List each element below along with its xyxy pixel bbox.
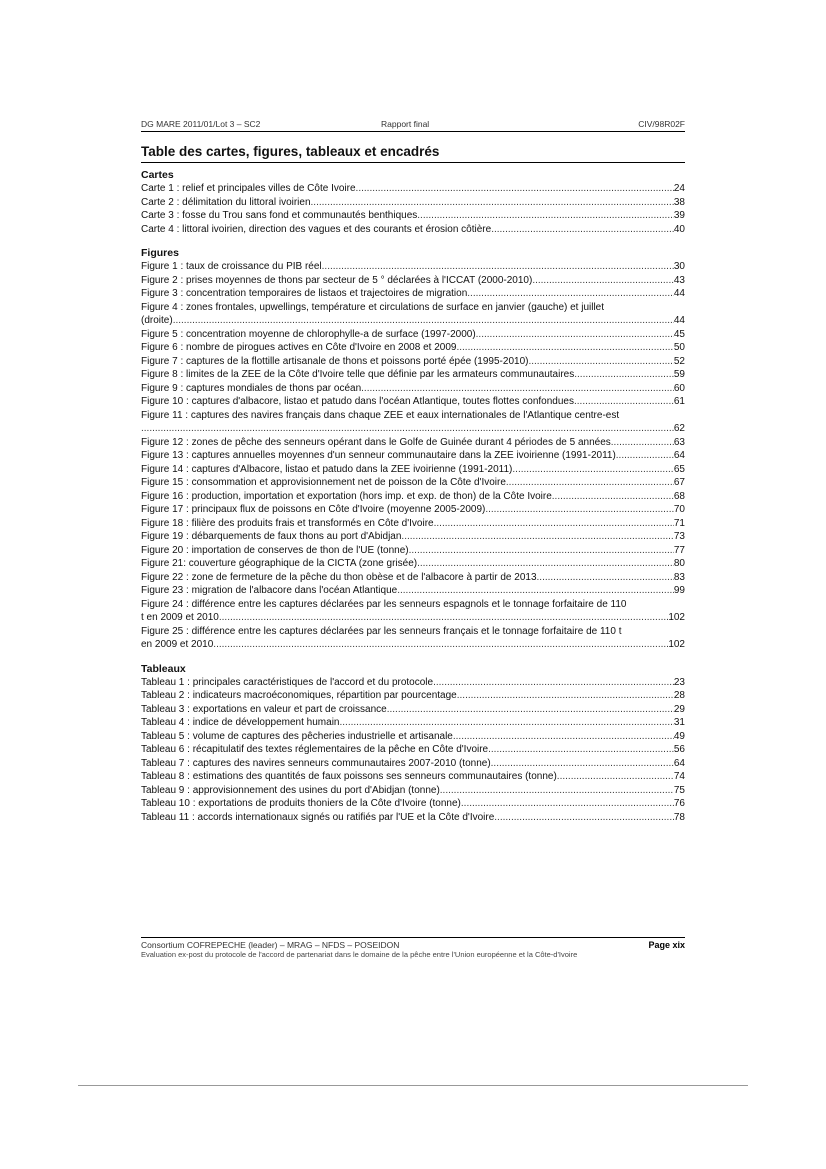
dot-leader: [457, 689, 674, 703]
toc-entry-page: 52: [673, 355, 685, 367]
toc-entry-title: Figure 5 : concentration moyenne de chlorophylle-a de surface (1997-2000): [141, 328, 476, 340]
toc-entry-page: 43: [673, 274, 685, 286]
toc-entry-title: Figure 7 : captures de la flottille artisanale de thons et poissons porté épée (1995-2010): [141, 355, 529, 367]
toc-entry[interactable]: [141, 784, 685, 798]
toc-entry-page: 50: [673, 342, 685, 353]
dot-leader: [173, 314, 674, 328]
dot-leader: [537, 571, 674, 585]
toc-entry-title-continued: t en 2009 et 2010: [141, 612, 219, 623]
toc-entry[interactable]: [141, 743, 685, 757]
dot-leader: [552, 490, 674, 504]
toc-entry-title: Figure 13 : captures annuelles moyennes d'un senneur communautaire dans la ZEE ivoirienne (1991-2011): [141, 450, 616, 461]
toc-entry[interactable]: [141, 355, 685, 369]
toc-entry-title: Figure 6 : nombre de pirogues actives en Côte d'Ivoire en 2008 et 2009: [141, 342, 457, 353]
dot-leader: [532, 274, 674, 288]
toc-entry-title: Figure 3 : concentration temporaires de listaos et trajectoires de migration: [141, 288, 468, 299]
toc-entry-page: 80: [673, 558, 685, 569]
dot-leader: [528, 355, 673, 369]
toc-entry-page: 28: [673, 690, 685, 701]
toc-entry[interactable]: [141, 328, 685, 342]
dot-leader: [213, 638, 668, 652]
toc-entry-page: 40: [673, 223, 685, 235]
dot-leader: [322, 260, 674, 274]
toc-entry-title: Figure 24 : différence entre les captures déclarées par les senneurs espagnols et le tonnage forfaitaire de 110: [141, 598, 627, 610]
toc-entry-title: Figure 22 : zone de fermeture de la pêche du thon obèse et de l'albacore à partir de 2013: [141, 571, 537, 583]
toc-entry-title: Tableau 2 : indicateurs macroéconomiques, répartition par pourcentage: [141, 690, 457, 701]
toc-entry-title: Tableau 4 : indice de développement humain: [141, 717, 340, 728]
toc-entry-title: Carte 3 : fosse du Trou sans fond et communautés benthiques: [141, 210, 418, 221]
toc-entry-page: 71: [673, 517, 685, 529]
toc-section-heading: Figures: [141, 247, 179, 259]
toc-entry-page: 49: [673, 730, 685, 742]
toc-entry[interactable]: [141, 449, 685, 463]
toc-entry[interactable]: [141, 409, 685, 436]
dot-leader: [339, 716, 673, 730]
toc-entry[interactable]: [141, 368, 685, 382]
toc-entry[interactable]: [141, 703, 685, 717]
toc-entry[interactable]: [141, 557, 685, 571]
toc-entry[interactable]: [141, 811, 685, 825]
toc-entry-page: 99: [673, 585, 685, 596]
toc-entry[interactable]: [141, 797, 685, 811]
dot-leader: [476, 328, 674, 342]
toc-entry-page: 76: [673, 798, 685, 809]
footer-subtitle: Evaluation ex-post du protocole de l'accord de partenariat dans le domaine de la pêche entre l'Union européenne et la Côte-d'Ivoire: [141, 950, 578, 959]
dot-leader: [417, 209, 674, 223]
toc-entry-title: Tableau 7 : captures des navires senneurs communautaires 2007-2010 (tonne): [141, 757, 491, 769]
toc-entry-page: 64: [673, 450, 685, 461]
toc-section: [141, 246, 685, 652]
dot-leader: [434, 517, 674, 531]
toc-entry-title: Figure 1 : taux de croissance du PIB réel: [141, 261, 322, 272]
dot-leader: [409, 544, 674, 558]
toc-entry[interactable]: [141, 625, 685, 652]
toc-entry-page: 29: [673, 703, 685, 715]
toc-entry-page: 65: [673, 463, 685, 475]
toc-entry[interactable]: [141, 530, 685, 544]
toc-entry[interactable]: [141, 196, 685, 210]
toc-section: [141, 168, 685, 236]
toc-entry-title: Carte 4 : littoral ivoirien, direction des vagues et des courants et érosion côtière: [141, 223, 492, 235]
toc-entry[interactable]: [141, 770, 685, 784]
toc-entry[interactable]: [141, 757, 685, 771]
toc-entry-title: Figure 9 : captures mondiales de thons par océan: [141, 382, 362, 394]
toc-entry-page: 62: [673, 423, 685, 434]
dot-leader: [219, 611, 668, 625]
toc-entry-page: 74: [673, 771, 685, 782]
toc-entry[interactable]: [141, 463, 685, 477]
toc-entry-title: Figure 23 : migration de l'albacore dans l'océan Atlantique: [141, 585, 398, 596]
toc-entry-page: 64: [673, 757, 685, 769]
page-footer: [141, 937, 685, 959]
page-number: Page xix: [648, 940, 685, 950]
toc-entry-title: Tableau 9 : approvisionnement des usines du port d'Abidjan (tonne): [141, 784, 440, 796]
toc-entry[interactable]: [141, 395, 685, 409]
toc-entry[interactable]: [141, 301, 685, 328]
dot-leader: [440, 784, 674, 798]
toc-entry-page: 67: [673, 477, 685, 488]
toc-entry-page: 102: [668, 639, 685, 650]
toc-entry-title: Figure 11 : captures des navires français dans chaque ZEE et eaux internationales de l'Atlantique centre-est: [141, 409, 620, 421]
dot-leader: [456, 341, 673, 355]
toc-entry-page: 44: [673, 315, 685, 326]
toc-entry[interactable]: [141, 209, 685, 223]
toc-entry-title: Figure 25 : différence entre les captures déclarées par les senneurs français et le tonnage forfaitaire de 110 t: [141, 625, 622, 637]
toc-entry-page: 30: [673, 261, 685, 272]
toc-entry-title: Figure 20 : importation de conserves de thon de l'UE (tonne): [141, 544, 409, 556]
toc-entry-page: 24: [673, 183, 685, 194]
header-reference: DG MARE 2011/01/Lot 3 – SC2: [141, 119, 261, 129]
dot-leader: [494, 811, 674, 825]
running-header: [141, 119, 685, 132]
toc-entry-page: 39: [673, 210, 685, 221]
toc-entry-title: Tableau 8 : estimations des quantités de faux poissons ses senneurs communautaires (tonne): [141, 771, 557, 782]
toc-entry-title: Tableau 1 : principales caractéristiques de l'accord et du protocole: [141, 676, 434, 688]
dot-leader: [485, 503, 674, 517]
toc-entry-page: 59: [673, 369, 685, 380]
page-title: Table des cartes, figures, tableaux et encadrés: [141, 144, 685, 163]
toc-entry-page: 70: [673, 504, 685, 515]
dot-leader: [356, 182, 674, 196]
dot-leader: [467, 287, 674, 301]
dot-leader: [574, 395, 674, 409]
toc-entry-title: Tableau 10 : exportations de produits thoniers de la Côte d'Ivoire (tonne): [141, 798, 461, 809]
toc-entry[interactable]: [141, 598, 685, 625]
toc-entry-title: Figure 14 : captures d'Albacore, listao et patudo dans la ZEE ivoirienne (1991-2011): [141, 463, 513, 475]
toc-entry[interactable]: [141, 730, 685, 744]
toc-entry-title: Tableau 3 : exportations en valeur et part de croissance: [141, 703, 387, 715]
toc-entry[interactable]: [141, 544, 685, 558]
toc-entry-page: 61: [673, 396, 685, 407]
toc-entry-page: 78: [673, 811, 685, 823]
header-report-type: Rapport final: [381, 119, 430, 129]
dot-leader: [311, 196, 674, 210]
toc-entry-page: 60: [673, 382, 685, 394]
toc-entry[interactable]: [141, 676, 685, 690]
toc-entry-title: Carte 1 : relief et principales villes de Côte Ivoire: [141, 183, 356, 194]
toc-entry-page: 77: [673, 544, 685, 556]
toc-entry-title: Figure 12 : zones de pêche des senneurs opérant dans le Golfe de Guinée durant 4 périodes de 5 années: [141, 436, 611, 448]
toc-section-heading: Tableaux: [141, 662, 186, 675]
toc-entry-page: 56: [673, 744, 685, 755]
toc-entry[interactable]: [141, 274, 685, 288]
toc-entry-page: 102: [668, 612, 685, 623]
toc-entry[interactable]: [141, 517, 685, 531]
toc-entry-title: Figure 19 : débarquements de faux thons au port d'Abidjan: [141, 531, 402, 542]
toc-entry[interactable]: [141, 689, 685, 703]
page-bottom-rule: [78, 1085, 748, 1086]
toc-entry-page: 75: [673, 784, 685, 796]
dot-leader: [433, 676, 674, 690]
toc-entry-title: Tableau 11 : accords internationaux signés ou ratifiés par l'UE et la Côte d'Ivoire: [141, 811, 495, 823]
header-document-code: CIV/98R02F: [638, 119, 685, 129]
toc-entry-title: Figure 15 : consommation et approvisionnement net de poisson de la Côte d'Ivoire: [141, 477, 506, 488]
toc-entry-title: Figure 17 : principaux flux de poissons en Côte d'Ivoire (moyenne 2005-2009): [141, 504, 486, 515]
toc-entry-title: Figure 4 : zones frontales, upwellings, température et circulations de surface en janvier (gauche) et juillet: [141, 301, 605, 313]
footer-consortium: Consortium COFREPECHE (leader) – MRAG – NFDS – POSEIDON: [141, 940, 400, 950]
toc-entry[interactable]: [141, 223, 685, 237]
toc-entry[interactable]: [141, 287, 685, 301]
toc-entry-page: 83: [673, 571, 685, 583]
dot-leader: [361, 382, 674, 396]
toc-section: [141, 662, 685, 825]
dot-leader: [488, 743, 674, 757]
toc-entry-title: Figure 21: couverture géographique de la CICTA (zone grisée): [141, 558, 418, 569]
toc-entry-page: 31: [673, 717, 685, 728]
toc-section-heading: Cartes: [141, 169, 174, 181]
toc-entry-page: 73: [673, 531, 685, 542]
toc-entry-title: Tableau 5 : volume de captures des pêcheries industrielle et artisanale: [141, 730, 453, 742]
dot-leader: [397, 584, 674, 598]
toc-entry[interactable]: [141, 341, 685, 355]
toc-entry-page: 23: [673, 676, 685, 688]
dot-leader: [417, 557, 674, 571]
toc-entry-title: Figure 18 : filière des produits frais et transformés en Côte d'Ivoire: [141, 517, 434, 529]
toc-entry[interactable]: [141, 260, 685, 274]
toc-entry[interactable]: [141, 716, 685, 730]
dot-leader: [557, 770, 674, 784]
toc-entry[interactable]: [141, 571, 685, 585]
toc-entry-title: Carte 2 : délimitation du littoral ivoirien: [141, 196, 311, 208]
toc-entry-title-continued: en 2009 et 2010: [141, 639, 214, 650]
dot-leader: [401, 530, 673, 544]
dot-leader: [387, 703, 674, 717]
dot-leader: [491, 757, 674, 771]
toc-entry[interactable]: [141, 490, 685, 504]
toc-entry[interactable]: [141, 382, 685, 396]
toc-entry-page: 68: [673, 490, 685, 502]
toc-entry-title: Figure 10 : captures d'albacore, listao et patudo dans l'océan Atlantique, toutes flottes confondues: [141, 396, 574, 407]
toc-entry-page: 45: [673, 328, 685, 340]
toc-entry-title: Figure 16 : production, importation et exportation (hors imp. et exp. de thon) de la Côte Ivoire: [141, 490, 552, 502]
dot-leader: [506, 476, 674, 490]
toc-entry[interactable]: [141, 584, 685, 598]
toc-entry[interactable]: [141, 436, 685, 450]
toc-entry[interactable]: [141, 182, 685, 196]
toc-entry-page: 38: [673, 196, 685, 208]
toc-entry-title: Figure 2 : prises moyennes de thons par secteur de 5 ° déclarées à l'ICCAT (2000-2010): [141, 274, 533, 286]
toc-entry[interactable]: [141, 503, 685, 517]
toc-entry-page: 44: [673, 288, 685, 299]
toc-entry-title: Tableau 6 : récapitulatif des textes réglementaires de la pêche en Côte d'Ivoire: [141, 744, 489, 755]
toc-entry-page: 63: [673, 436, 685, 448]
dot-leader: [512, 463, 673, 477]
dot-leader: [453, 730, 674, 744]
table-of-contents: [141, 168, 685, 834]
dot-leader: [461, 797, 674, 811]
dot-leader: [491, 223, 674, 237]
toc-entry-title-continued: (droite): [141, 315, 173, 326]
toc-entry-title: Figure 8 : limites de la ZEE de la Côte d'Ivoire telle que définie par les armateurs communautaires: [141, 369, 575, 380]
toc-entry[interactable]: [141, 476, 685, 490]
dot-leader: [141, 422, 674, 436]
dot-leader: [616, 449, 674, 463]
dot-leader: [574, 368, 674, 382]
dot-leader: [611, 436, 674, 450]
